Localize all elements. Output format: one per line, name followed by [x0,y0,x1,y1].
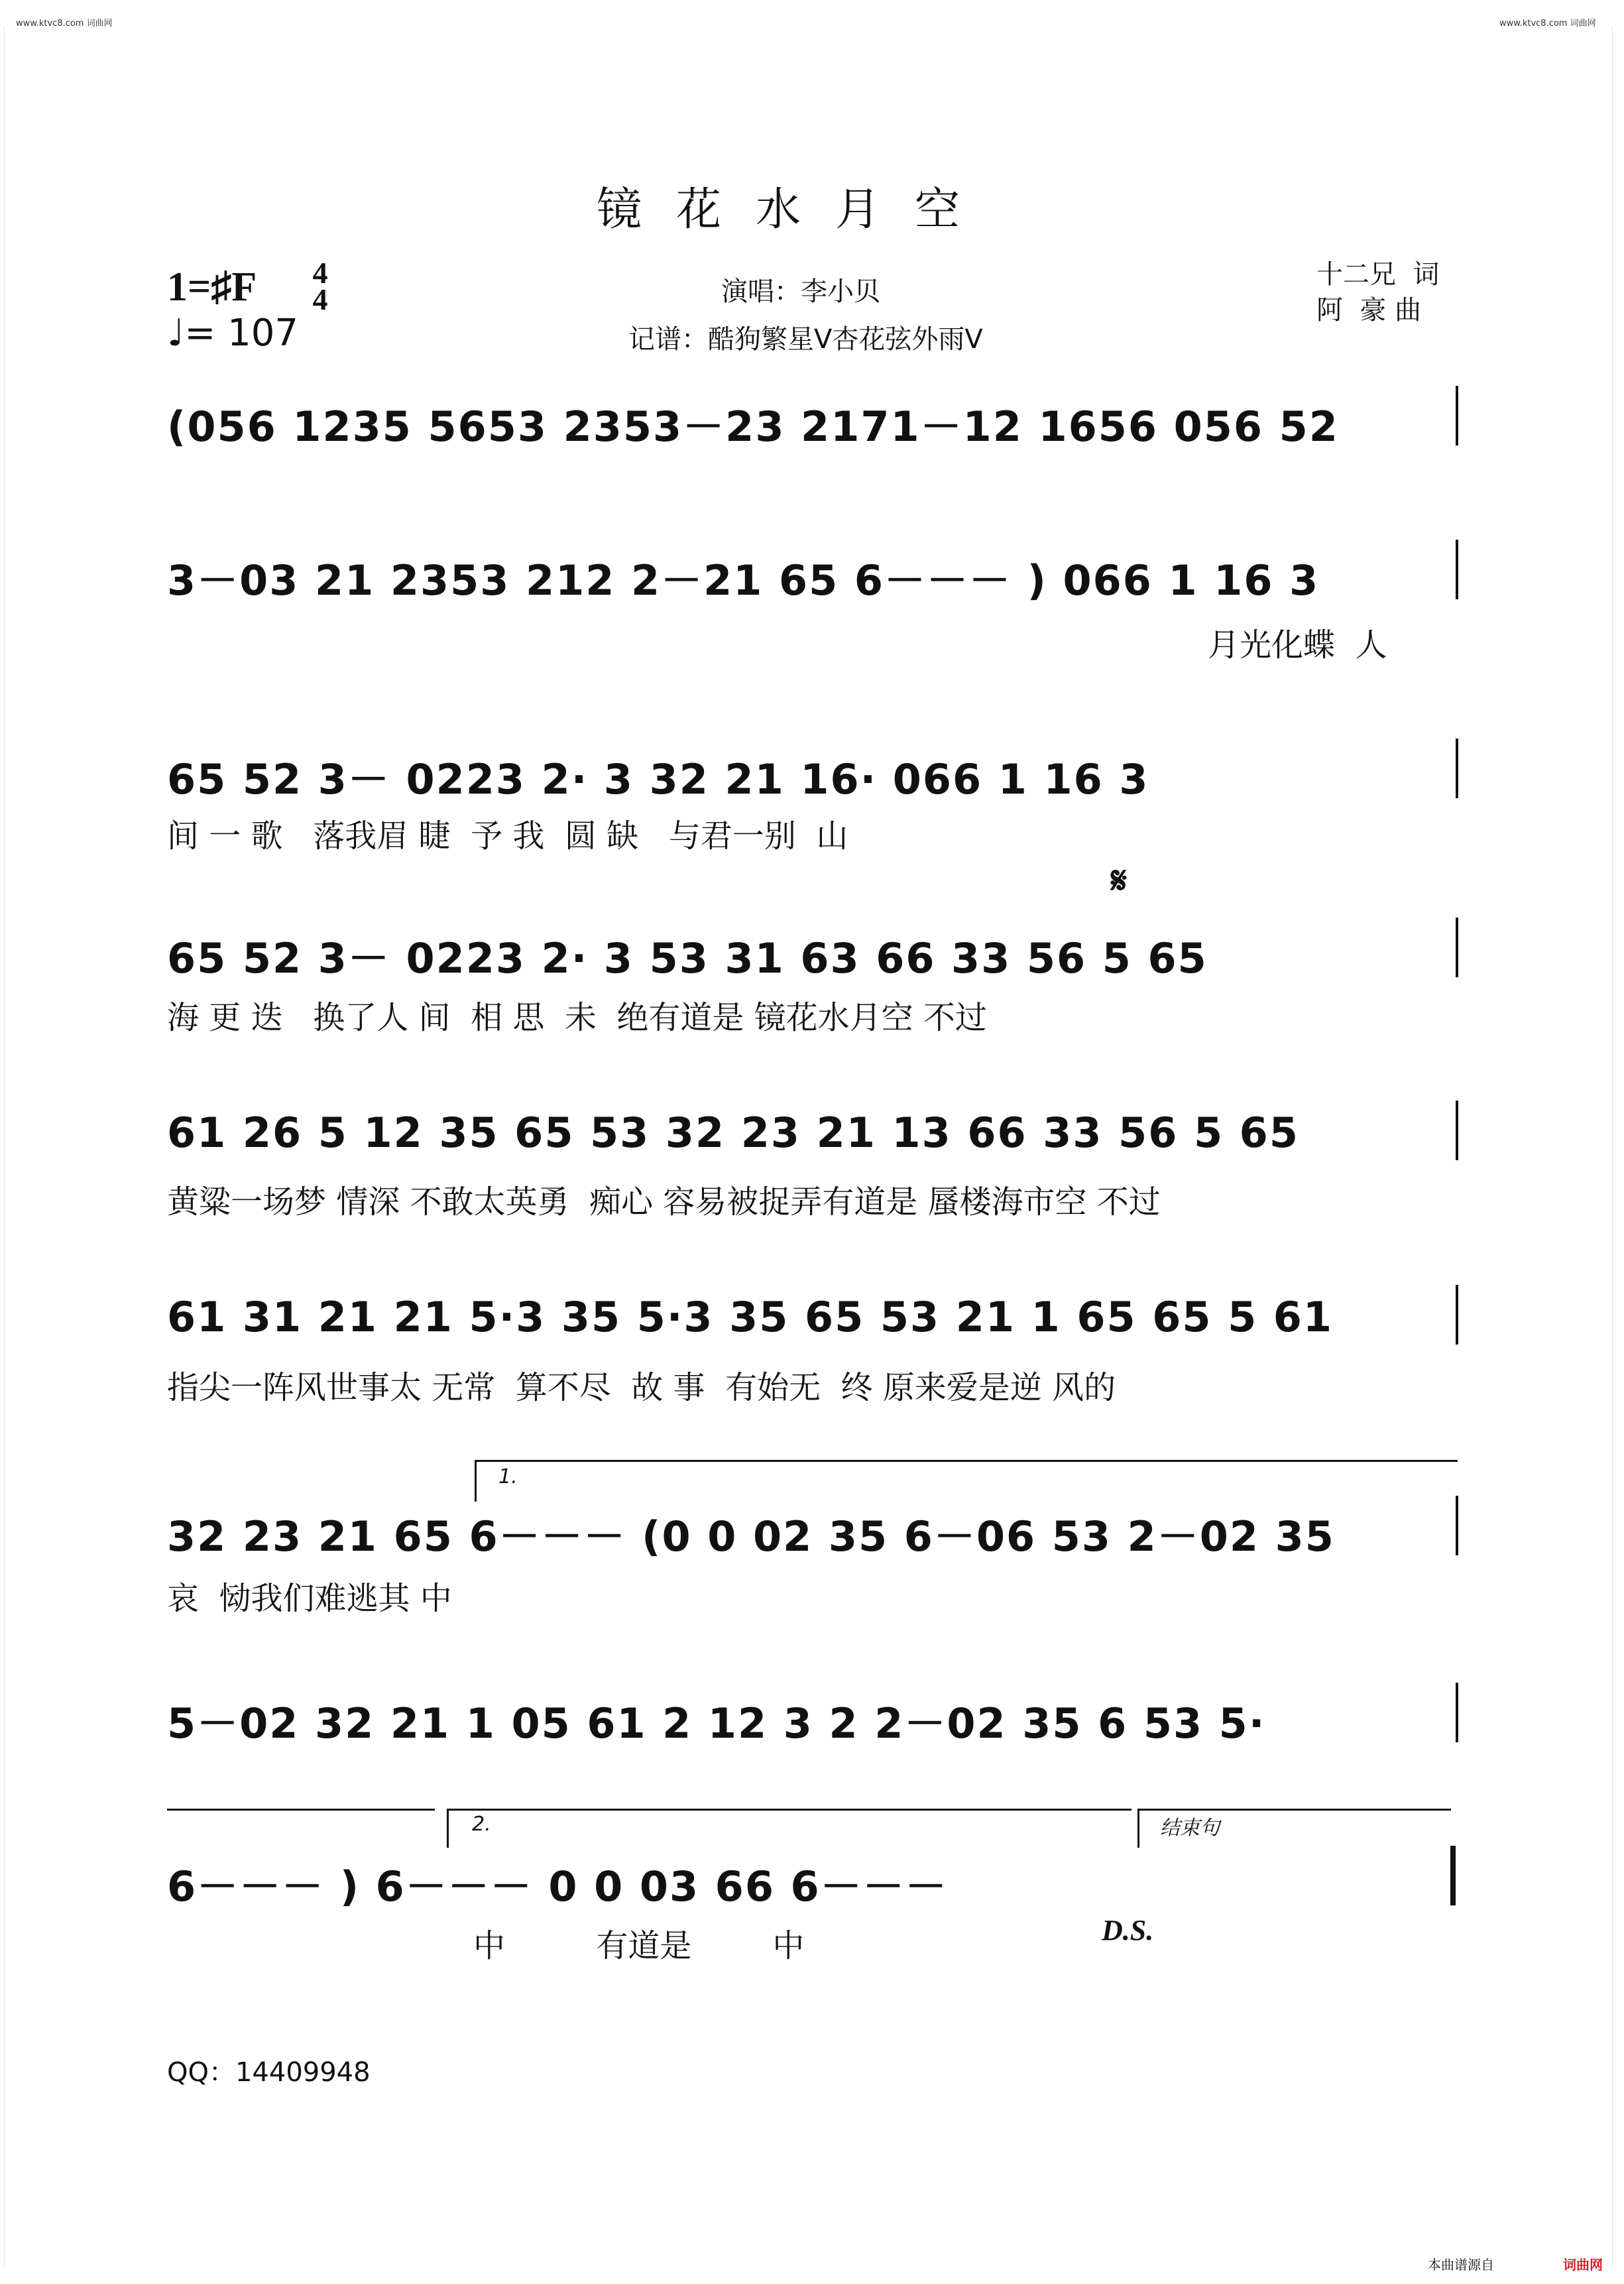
volta-label-2: 2. [472,1813,491,1836]
barline [1456,918,1458,977]
barline [1456,1683,1458,1742]
score-line-2-lyrics: 月光化蝶 人 [1208,627,1387,664]
key-signature: 1=♯F [167,265,257,310]
right-margin-decoration [1612,27,1621,2267]
qq-contact: QQ：14409948 [167,2057,371,2088]
composer-credit: 阿 豪 曲 [1316,295,1422,326]
barline [1456,739,1458,798]
barline [1456,386,1458,446]
final-barline [1450,1846,1456,1905]
left-margin-decoration [4,27,13,2267]
volta-label-1: 1. [498,1465,518,1488]
site-watermark-left: www.ktvc8.com 词曲网 [16,19,113,29]
score-line-5-lyrics: 黄粱一场梦 情深 不敢太英勇 痴心 容易被捉弄有道是 蜃楼海市空 不过 [167,1183,1161,1221]
score-line-4-notes: 65 52 3－ 0223 2· 3 53 31 63 66 33 56 5 65 [167,934,1208,983]
score-line-1-notes: (056 1235 5653 2353－23 2171－12 1656 056 52 [167,402,1339,451]
dal-segno-mark: D.S. [1102,1914,1154,1947]
barline [1456,540,1458,599]
ending-label: 结束句 [1160,1817,1220,1840]
site-watermark-right: www.ktvc8.com 词曲网 [1499,19,1596,29]
lyricist-credit: 十二兄 词 [1316,259,1440,290]
segno-sign: 𝄋 [1111,859,1128,902]
first-ending-rule [167,1809,435,1811]
barline [1456,1101,1458,1160]
score-line-7-lyrics: 哀 恸我们难逃其 中 [167,1580,452,1617]
score-line-9-notes: 6－－－ ) 6－－－ 0 0 03 66 6－－－ [167,1862,948,1911]
score-line-2-notes: 3－03 21 2353 212 2－21 65 6－－－ ) 066 1 16 3 [167,556,1320,605]
song-title: 镜花水月空 [597,184,995,236]
time-signature [304,256,337,316]
source-brand: 词曲网 [1563,2257,1603,2273]
barline [1456,1285,1458,1345]
score-line-3-lyrics: 间 一 歌 落我眉 睫 予 我 圆 缺 与君一别 山 [167,817,848,855]
barline [1456,1496,1458,1555]
tempo-marking: ♩= 107 [167,312,299,355]
score-line-9-lyrics: 中 有道是 中 [473,1927,805,1964]
singer-credit: 演唱：李小贝 [721,276,880,307]
score-line-6-lyrics: 指尖一阵风世事太 无常 算不尽 故 事 有始无 终 原来爱是逆 风的 [167,1369,1116,1406]
source-note: 本曲谱源自 [1428,2257,1494,2273]
score-line-5-notes: 61 26 5 12 35 65 53 32 23 21 13 66 33 56 5 65 [167,1109,1299,1157]
score-line-8-notes: 5－02 32 21 1 05 61 2 12 3 2 2－02 35 6 53 5· [167,1699,1266,1748]
time-signature-top: 4 [312,256,328,290]
volta-bracket-2 [447,1809,1131,1848]
transcriber-credit: 记谱：酷狗繁星V杏花弦外雨V [628,324,983,355]
score-line-7-notes: 32 23 21 65 6－－－ (0 0 02 35 6－06 53 2－02 35 [167,1512,1335,1561]
score-line-4-lyrics: 海 更 迭 换了人 间 相 思 未 绝有道是 镜花水月空 不过 [167,999,987,1036]
time-signature-bottom: 4 [312,282,328,316]
score-line-6-notes: 61 31 21 21 5·3 35 5·3 35 65 53 21 1 65 65 5 61 [167,1293,1334,1341]
score-line-3-notes: 65 52 3－ 0223 2· 3 32 21 16· 066 1 16 3 [167,755,1149,804]
volta-bracket-1 [475,1460,1458,1502]
